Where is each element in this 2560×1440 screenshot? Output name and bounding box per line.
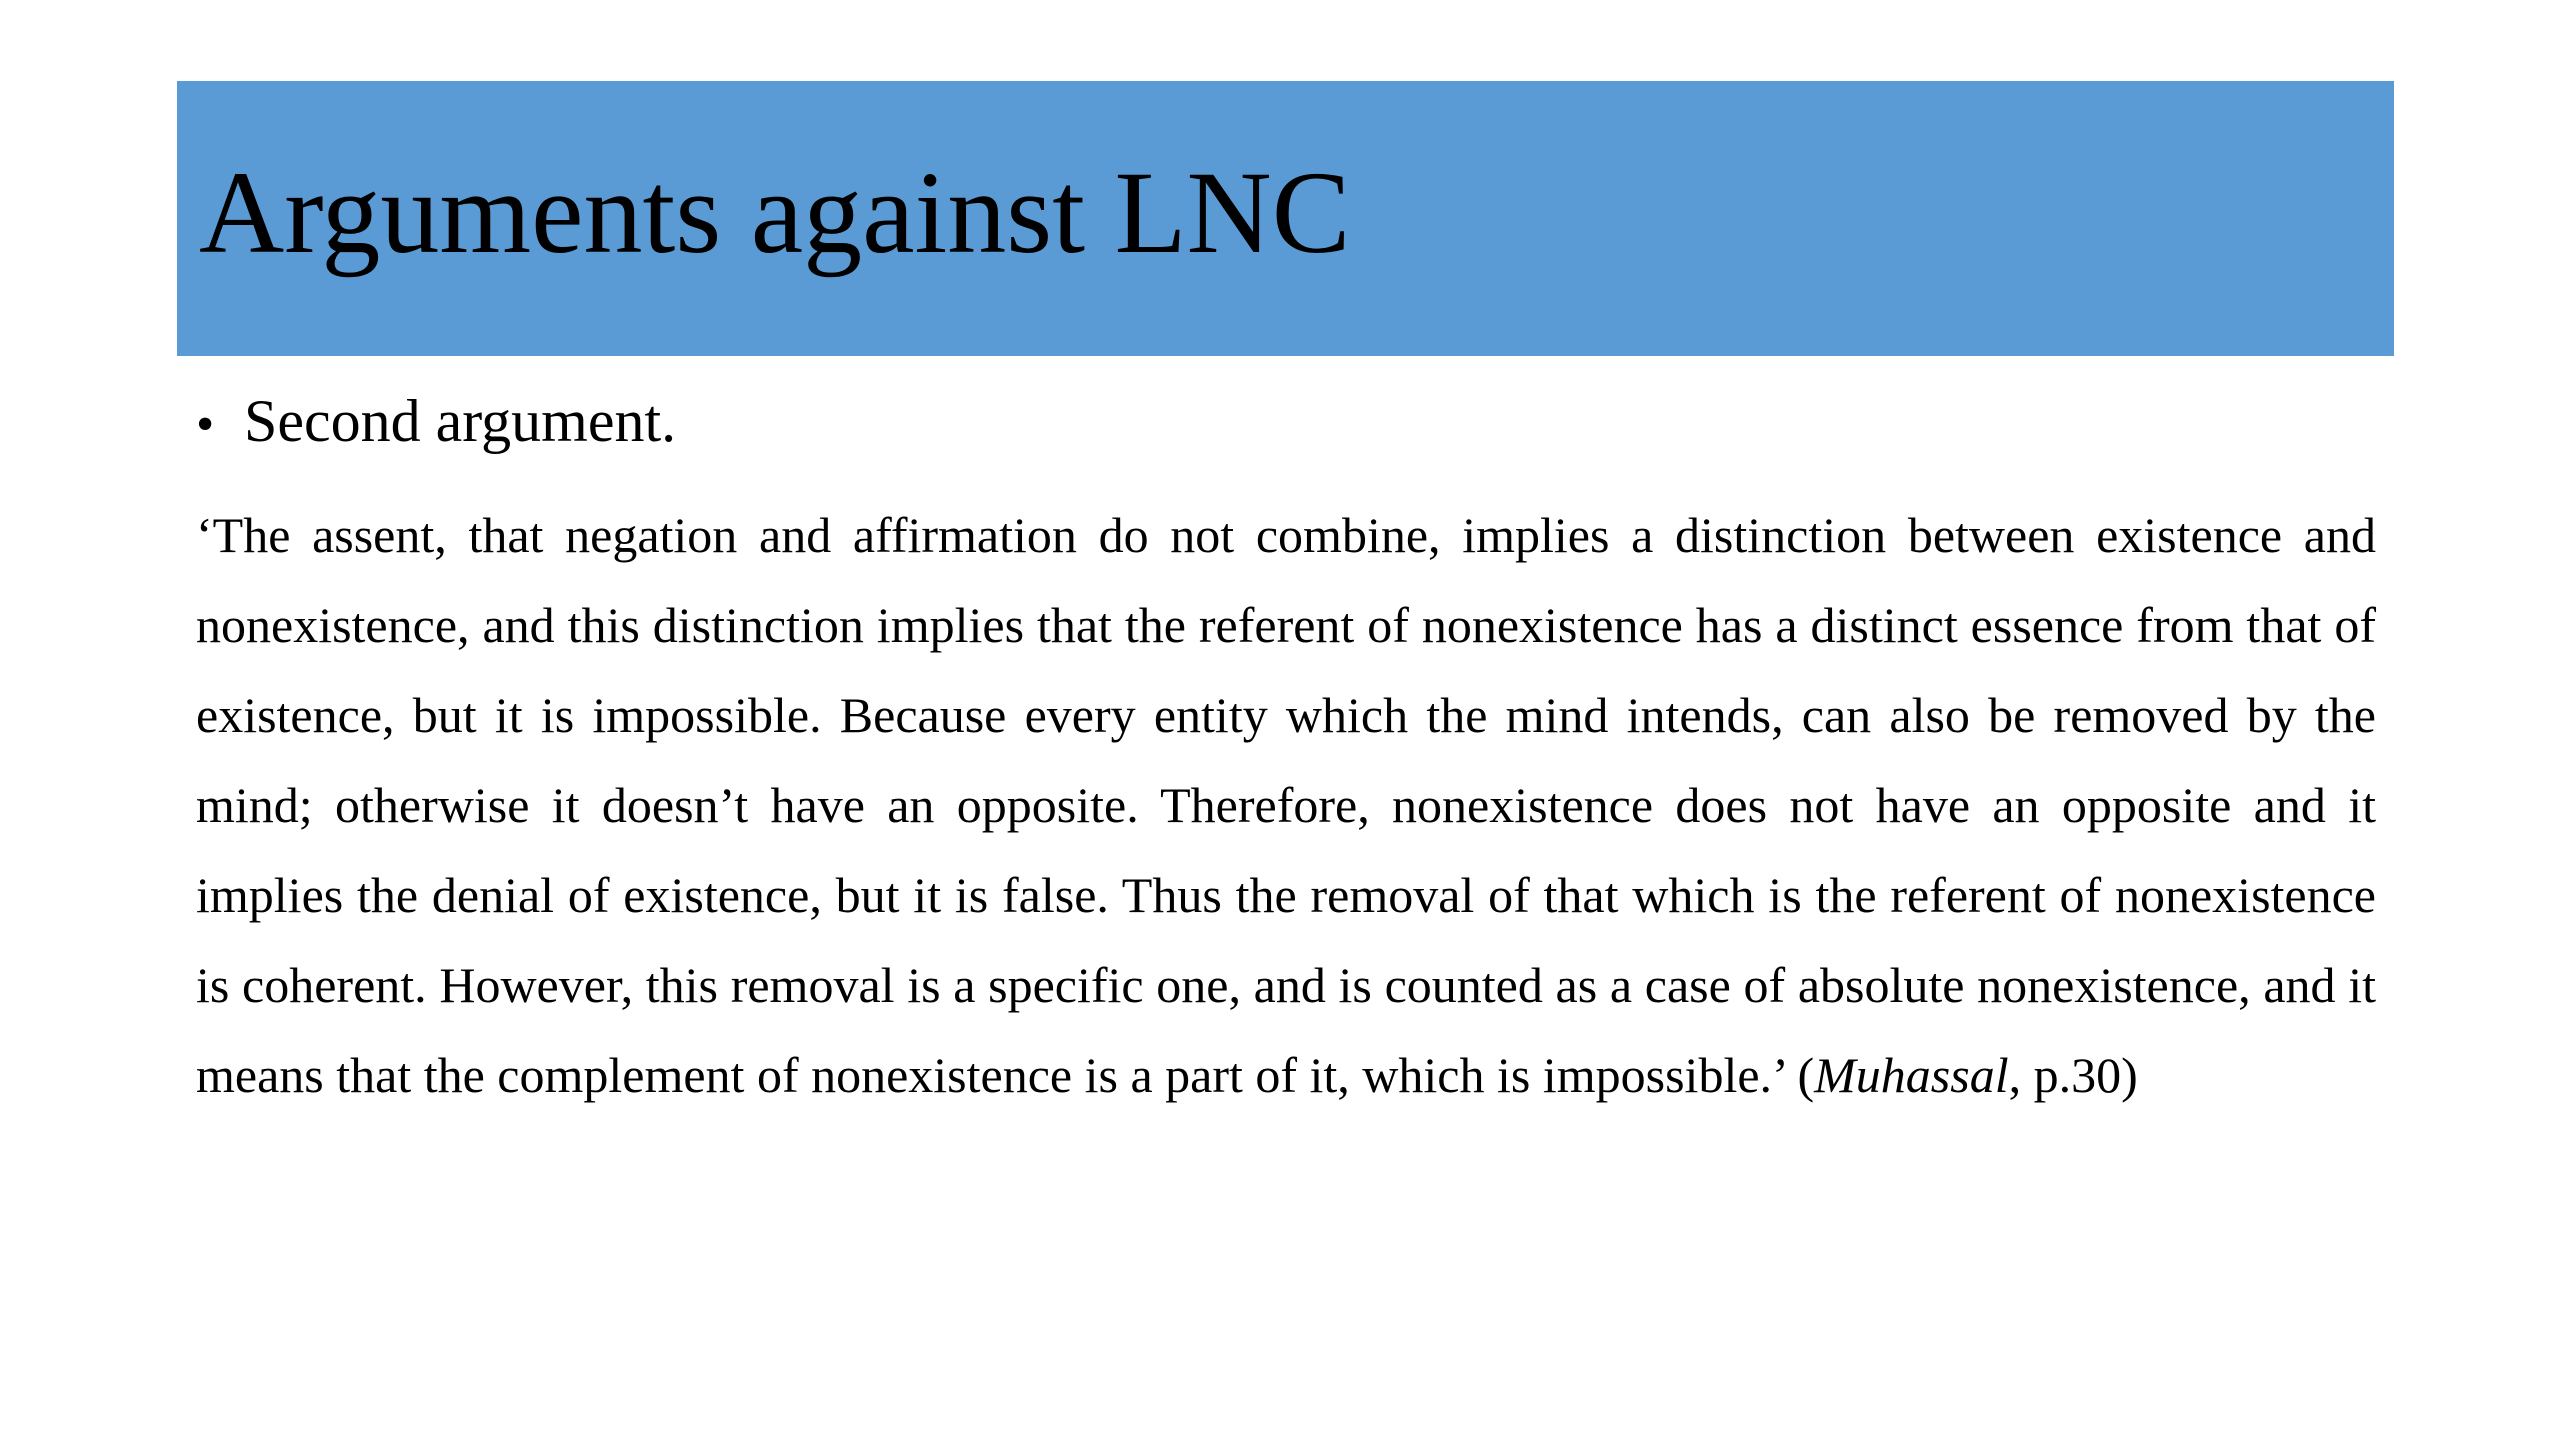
citation-page: , p.30)	[2008, 1047, 2138, 1103]
bullet-icon: •	[196, 396, 215, 453]
title-bar	[177, 81, 2394, 356]
slide-title: Arguments against LNC	[199, 147, 1351, 278]
quote-paragraph	[196, 490, 2376, 1120]
quote-text: ‘The assent, that negation and affirmation do not combine, implies a distinction between existence and nonexistence, and this distinction implies that the referent of nonexistence has a distinct essence from that of existence, but it is impossible. Because every entity which the mind intends, can also be removed by the mind; otherwise it doesn’t have an opposite. Therefore, nonexistence does not have an opposite and it implies the denial of existence, but it is false. Thus the removal of that which is the referent of nonexistence is coherent. However, this removal is a specific one, and is counted as a case of absolute nonexistence, and it means that the complement of nonexistence is a part of it, which is impossible.’	[196, 507, 2376, 1103]
bullet-text: Second argument.	[244, 388, 677, 454]
citation-open: (	[1784, 1047, 1815, 1103]
bullet-item	[196, 385, 676, 461]
citation-source-title: Muhassal	[1814, 1047, 2009, 1103]
